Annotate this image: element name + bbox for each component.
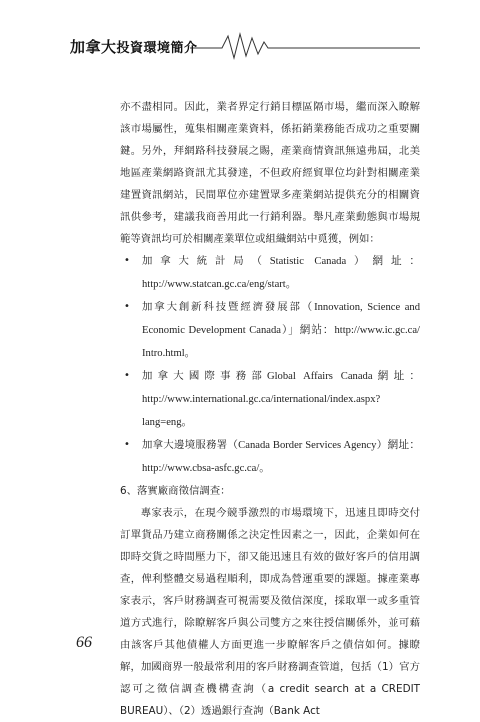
bullet-icon: •	[124, 439, 130, 450]
bullet-icon: •	[124, 255, 130, 266]
header-title-rest: 投資環境簡介	[116, 41, 198, 56]
list-item-url: ）網址：http://www.statcan.gc.ca/eng/start。	[142, 256, 421, 290]
intro-paragraph: 亦不盡相同。因此，業者界定行銷目標區隔市場，繼而深入瞭解該市場屬性，蒐集相關產業資料，係拓銷業務能否成功之重要關鍵。另外，拜網路科技發展之賜，產業商情資訊無遠弗屆，北美地區產業網路資訊尤其發達，不但政府經貿單位均針對相關產業建置資訊網站，民間單位亦建置眾多產業網站提供充分的相關資訊供參考，建議我商善用此一行銷利器。舉凡產業動態與市場規範等資訊均可於相關產業單位或組織網站中覓獲，例如：	[120, 101, 420, 245]
list-item-zh: 加拿大國際事務部	[142, 370, 267, 382]
list-item	[120, 365, 420, 434]
list-item-url: 網址：http://www.international.gc.ca/international/index.aspx?lang=eng。	[142, 371, 420, 428]
list-item-url: ）」網站：http://www.ic.gc.ca/ Intro.html。	[142, 325, 420, 359]
list-item-en: Global Affairs Canada	[266, 371, 373, 382]
header-title	[70, 36, 198, 57]
page-number: 66	[76, 634, 92, 651]
list-item-zh: 加拿大邊境服務署（	[142, 439, 239, 451]
list-item	[120, 296, 420, 365]
list-item-zh: 加拿大創新科技暨經濟發展部（	[142, 301, 315, 313]
list-item-en: Canada Border Services Agency	[238, 440, 377, 451]
list-item	[120, 434, 420, 480]
page-body	[120, 96, 420, 722]
header-title-big: 加拿大	[70, 38, 117, 56]
section-paragraph: 專家表示，在現今競爭激烈的市場環境下，迅速且即時交付訂單貨品乃建立商務關係之決定性因素之一，因此，企業如何在即時交貨之時間壓力下，卻又能迅速且有效的做好客戶的信用調查，俾利整體交易過程順利，即成為營運重要的課題。據產業專家表示，客戶財務調查可視需要及徵信深度，採取單一或多重管道方式進行，除瞭解客戶與公司雙方之來往授信關係外，並可藉由該客戶其他債權人方面更進一步瞭解客戶之債信如何。據瞭解，加國商界一般最常利用的客戶財務調查管道，包括（1）官方認可之徵信調查機構查詢（a credit search at a CREDIT BUREAU）、（2）透過銀行查詢（Bank Act	[120, 507, 420, 717]
website-list	[120, 250, 420, 480]
section-heading: 6、落實廠商徵信調查：	[120, 485, 231, 497]
bullet-icon: •	[124, 301, 130, 312]
list-item-en: Statistic Canada	[269, 256, 347, 267]
list-item-zh: 加拿大統計局（	[142, 255, 270, 267]
bullet-icon: •	[124, 370, 130, 381]
list-item	[120, 250, 420, 296]
running-header	[0, 0, 480, 60]
list-item-url: ）網址：http://www.cbsa-asfc.gc.ca/。	[142, 440, 420, 474]
list-item-en: Innovation, Science and Economic Development Canada	[142, 302, 420, 336]
